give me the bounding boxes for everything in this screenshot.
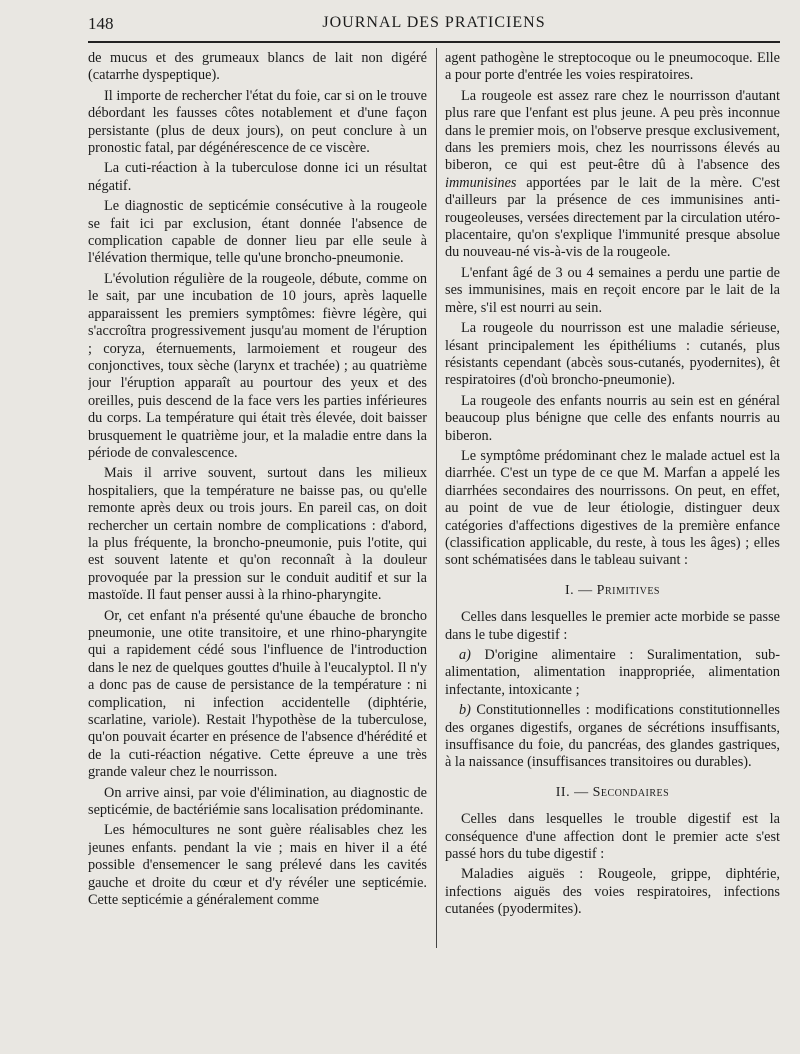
item-text: Constitutionnelles : modifications constitutionnelles des organes digestifs, organes de sécrétions insuffisants, insuffisance du foie, du pancréas, des glandes gastriques, à la naissance (insuffisances transitoires ou durables). (445, 702, 780, 771)
paragraph-text: apportées par le lait de la mère. C'est d'ailleurs par la présence de ces immunisines anti-rougeoleuses, versées directement par la circulation utéro-placentaire, qu'on s'explique l'immunité presque absolue du nouveau-né vis-à-vis de la rougeole. (445, 174, 780, 261)
paragraph: Celles dans lesquelles le trouble digestif est la conséquence d'une affection dont le premier acte s'est passé hors du tube digestif : (445, 811, 780, 863)
section-numeral: II. — (555, 784, 593, 800)
page-header (88, 14, 780, 38)
page-number: 148 (88, 14, 114, 33)
left-column (88, 50, 427, 1050)
paragraph (445, 88, 780, 262)
list-item (445, 702, 780, 772)
item-label: b) (459, 702, 471, 719)
paragraph: Il importe de rechercher l'état du foie, car si on le trouve débordant les fausses côtes notablement et d'une façon persistante (plus de deux jours), on peut conclure à un pronostic fatal, par dégénérescence de ce viscère. (88, 87, 427, 157)
paragraph-text: La rougeole est assez rare chez le nourrisson d'autant plus rare que l'enfant est plus jeune. A peu près inconnue dans le premier mois, on l'observe presque exclusivement, dans les premiers mois, chez les nourrissons élevés au biberon, ce qui est peut-être dû à l'absence des (445, 87, 780, 174)
section-title: Primitives (596, 582, 660, 598)
column-divider (436, 48, 437, 948)
paragraph: Les hémocultures ne sont guère réalisables chez les jeunes enfants. pendant la vie ; mais en hiver il a été possible d'ensemencer le sang prélevé dans les cavités gauche et droite du cœur et d'y révéler une septicémie. Cette septicémie a généralement comme (88, 822, 427, 909)
section-title: Secondaires (592, 784, 670, 800)
item-text: D'origine alimentaire : Suralimentation, sub-alimentation, alimentation inappropriée, alimentation infectante, intoxicante ; (445, 647, 780, 698)
paragraph: L'enfant âgé de 3 ou 4 semaines a perdu une partie de ses immunisines, mais en reçoit encore par le lait de la mère, s'il est nourri au sein. (445, 264, 780, 316)
paragraph: Le diagnostic de septicémie consécutive à la rougeole se fait ici par exclusion, étant donnée l'absence de complication capable de donner lieu par elle seule à l'élévation thermique, telle qu'une broncho-pneumonie. (88, 198, 427, 267)
paragraph: Maladies aiguës : Rougeole, grippe, diphtérie, infections aiguës des voies respiratoires, infections cutanées (pyodermites). (445, 866, 780, 918)
paragraph: Celles dans lesquelles le premier acte morbide se passe dans le tube digestif : (445, 609, 780, 643)
section-heading-primitives (445, 582, 780, 599)
item-label: a) (459, 647, 471, 663)
right-column (445, 50, 780, 1050)
italic-term: immunisines (445, 174, 517, 191)
paragraph: Or, cet enfant n'a présenté qu'une ébauche de broncho pneumonie, une otite transitoire, et une rhino-pharyngite qui a rapidement cédé sous l'influence de l'introduction dans le nez de quelques gouttes d'huile à l'eucalyptol. Il n'y a donc pas de cause de persistance de la température : ni complication, ni infection accidentelle (diphtérie, scarlatine, variole). Restait l'hypothèse de la tuberculose, qu'on pouvait écarter en présence de l'absence d'hérédité et de la cuti-réaction négative. Cette épreuve a une très grande valeur chez le nourrisson. (88, 607, 427, 781)
paragraph: La cuti-réaction à la tuberculose donne ici un résultat négatif. (88, 160, 427, 194)
paragraph: de mucus et des grumeaux blancs de lait non digéré (catarrhe dyspeptique). (88, 50, 427, 84)
header-rule (88, 41, 780, 43)
section-heading-secondaires (445, 784, 780, 801)
paragraph: Le symptôme prédominant chez le malade actuel est la diarrhée. C'est un type de ce que M. Marfan a appelé les diarrhées secondaires des nourrissons. On peut, en effet, au point de vue de leur étiologie, distinguer deux catégories d'affections digestives de la première enfance (classification applicable, du reste, à tous les âges) ; elles sont schématisées dans le tableau suivant : (445, 447, 780, 569)
running-title: JOURNAL DES PRATICIENS (322, 14, 546, 31)
section-numeral: I. — (564, 582, 597, 598)
paragraph: Mais il arrive souvent, surtout dans les milieux hospitaliers, que la température ne baisse pas, ou qu'elle remonte après deux ou trois jours. En pareil cas, on doit rechercher un certain nombre de complications : d'abord, la plus fréquente, la broncho-pneumonie, puis l'otite, qui est souvent latente et qu'on reconnaît à la douleur provoquée par la pression sur le conduit auditif et sur la mastoïde. Il faut penser aussi à la rhino-pharyngite. (88, 465, 427, 604)
paragraph: La rougeole des enfants nourris au sein est en général beaucoup plus bénigne que celle des enfants nourris au biberon. (445, 392, 780, 444)
paragraph: L'évolution régulière de la rougeole, débute, comme on le sait, par une incubation de 10 jours, après laquelle apparaissent les premiers symptômes: fièvre légère, qui s'accroîtra progressivement jusqu'au moment de l'éruption ; coryza, éternuements, larmoiement et rougeur des conjonctives, toux sèche (larynx et trachée) ; au quatrième jour l'éruption apparaît au pourtour des yeux et des oreilles, puis descend de la face vers les parties inférieures du corps. La température qui était très élevée, doit baisser brusquement le quatrième jour, et la maladie entre dans la période de convalescence. (88, 270, 427, 461)
list-item (445, 647, 780, 699)
paragraph: agent pathogène le streptocoque ou le pneumocoque. Elle a pour porte d'entrée les voies respiratoires. (445, 50, 780, 84)
paragraph: La rougeole du nourrisson est une maladie sérieuse, lésant principalement les épithéliums : cutanés, plus résistants cependant (abcès sous-cutanés, pyodernites), êt respiratoires (d'où broncho-pneumonie). (445, 320, 780, 389)
paragraph: On arrive ainsi, par voie d'élimination, au diagnostic de septicémie, de bactériémie sans localisation prédominante. (88, 784, 427, 819)
